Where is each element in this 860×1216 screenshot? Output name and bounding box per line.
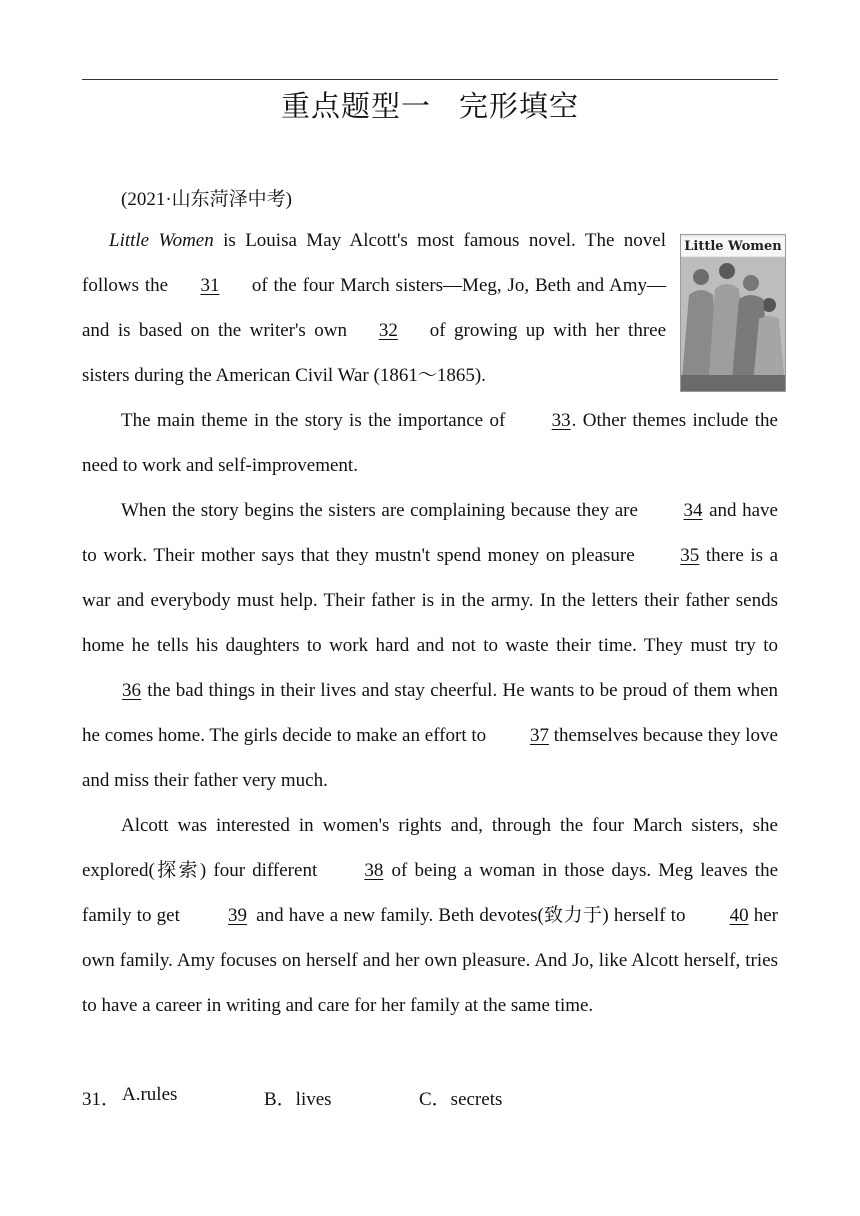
- p1-text-1: is Louisa May Alcott's most famous novel. The novel follows the: [82, 230, 666, 296]
- book-title: Little Women: [109, 230, 214, 251]
- p2-text-1: The main theme in the story is the importance of: [121, 410, 512, 431]
- p4-text-2: of being a woman in those days. Meg leaves the family to get: [82, 860, 778, 926]
- paragraph-4: [82, 803, 778, 1028]
- little-women-book-cover-image: [680, 234, 786, 392]
- p2-text-2: . Other themes include the need to work and self-improvement.: [82, 410, 778, 476]
- blank-31[interactable]: 31: [200, 275, 220, 296]
- blank-34[interactable]: 34: [683, 500, 703, 521]
- blank-38[interactable]: 38: [364, 860, 384, 881]
- blank-36[interactable]: 36: [122, 680, 141, 701]
- blank-32[interactable]: 32: [378, 320, 398, 341]
- paragraph-2: [82, 398, 778, 488]
- option-a[interactable]: A.rules: [122, 1084, 178, 1105]
- book-cover-title: Little Women: [681, 237, 785, 256]
- title-part-2: 完形填空: [459, 89, 580, 123]
- paragraph-3: [82, 488, 778, 803]
- p1-text-2: of the four March sisters—Meg, Jo, Beth and Amy—and is based on the writer's own: [82, 275, 666, 341]
- p3-text-1: When the story begins the sisters are complaining because they are: [121, 500, 644, 521]
- p3-text-5: themselves because they love and miss their father very much.: [82, 725, 778, 791]
- p4-text-3: and have a new family. Beth devotes(致力于) herself to: [251, 905, 691, 926]
- header-rule: [82, 79, 778, 80]
- p1-text-3: of growing up with her three sisters during the American Civil War (1861～1865).: [82, 320, 667, 386]
- p4-text-4: her own family. Amy focuses on herself and her own pleasure. And Jo, like Alcott herself, tries to have a career in writing and care for her family at the same time.: [82, 905, 778, 1016]
- p4-text-1: Alcott was interested in women's rights and, through the four March sisters, she explored(探索) four different: [82, 815, 778, 881]
- blank-35[interactable]: 35: [680, 545, 700, 566]
- option-b[interactable]: B．lives: [264, 1089, 332, 1110]
- paragraph-1: [82, 218, 666, 398]
- question-number: 31．: [82, 1089, 121, 1110]
- option-c[interactable]: C．secrets: [419, 1089, 503, 1110]
- blank-37[interactable]: 37: [529, 725, 549, 746]
- blank-39[interactable]: 39: [228, 905, 248, 926]
- blank-33[interactable]: 33: [551, 410, 571, 431]
- p3-text-2: and have to work. Their mother says that they mustn't spend money on pleasure: [82, 500, 778, 566]
- title-part-1: 重点题型一: [280, 89, 431, 123]
- exam-source: (2021·山东菏泽中考): [121, 189, 292, 210]
- p3-text-4: the bad things in their lives and stay cheerful. He wants to be proud of them when he comes home. The girls decide to make an effort to: [82, 680, 778, 746]
- page-title: [0, 84, 860, 125]
- blank-40[interactable]: 40: [729, 905, 749, 926]
- p3-text-3: there is a war and everybody must help. Their father is in the army. In the letters their father sends home he tells his daughters to work hard and not to waste their time. They must try to: [82, 545, 779, 656]
- illustration-sisters-icon: [681, 235, 785, 391]
